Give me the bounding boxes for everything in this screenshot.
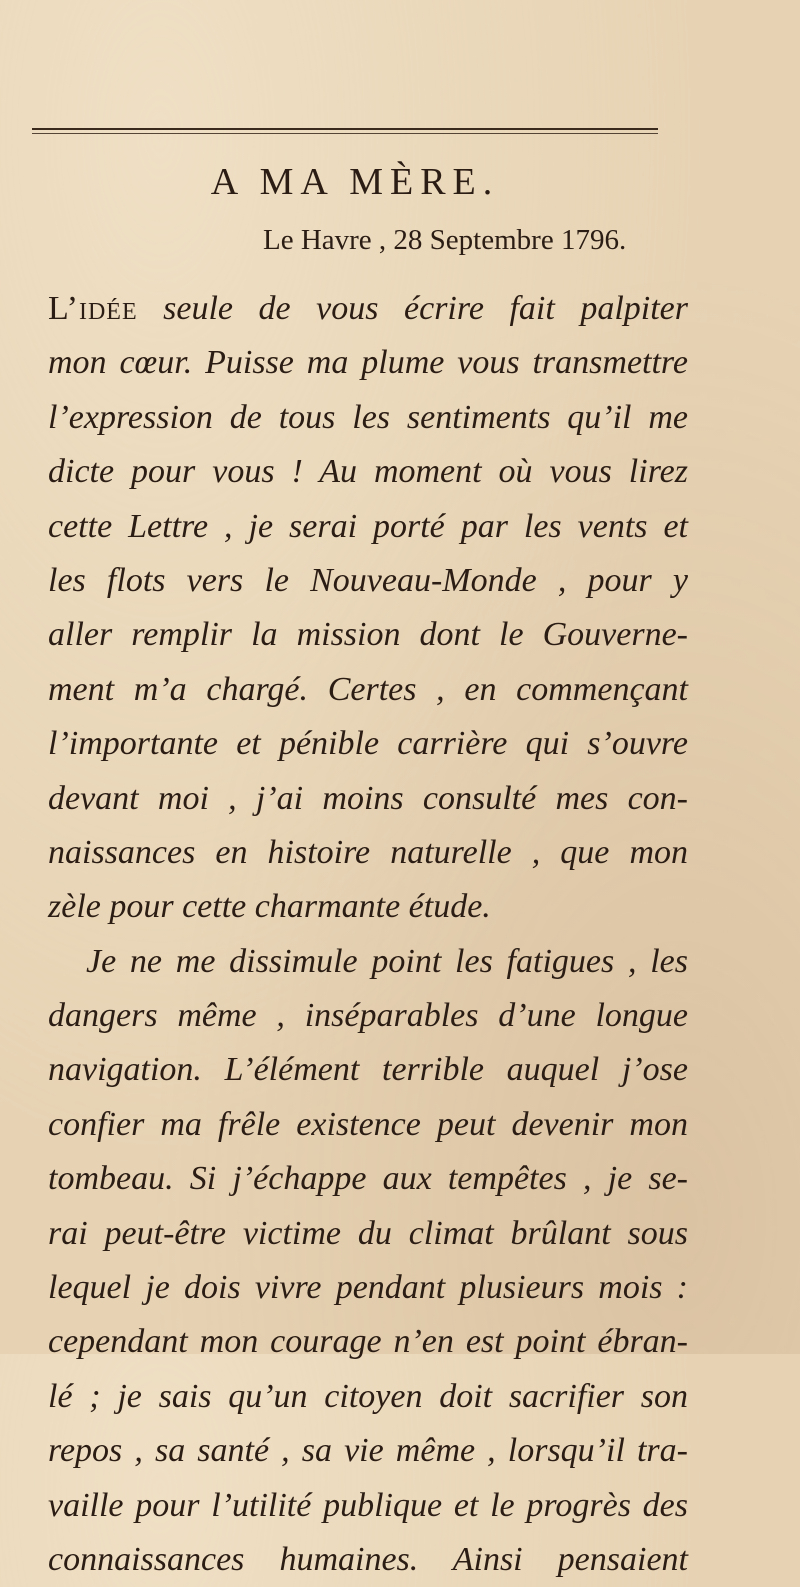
- text-line: connaissances humaines. Ainsi pensaient: [48, 1540, 688, 1578]
- text-line: lé ; je sais qu’un citoyen doit sacrifier son: [48, 1377, 688, 1415]
- header-rule-thin: [32, 133, 658, 134]
- text-line: l’expression de tous les sentiments qu’il me: [48, 398, 688, 436]
- text-line: l’importante et pénible carrière qui s’ouvre: [48, 725, 688, 763]
- text-line: ment m’a chargé. Certes , en commençant: [48, 670, 688, 708]
- letter-body: [48, 282, 688, 1587]
- text-line: dicte pour vous ! Au moment où vous lirez: [48, 453, 688, 491]
- text-line: Je ne me dissimule point les fatigues , les: [86, 942, 688, 980]
- text-line: vaille pour l’utilité publique et le progrès des: [48, 1486, 688, 1524]
- text-line: dangers même , inséparables d’une longue: [48, 997, 688, 1035]
- text-line: naissances en histoire naturelle , que mon: [48, 833, 688, 871]
- dateline: Le Havre , 28 Septembre 1796.: [263, 224, 627, 256]
- opening-small-caps: L’idée: [48, 290, 138, 327]
- text-line: cette Lettre , je serai porté par les vents et: [48, 507, 688, 545]
- text-line: [48, 282, 688, 336]
- text-line: lequel je dois vivre pendant plusieurs mois :: [48, 1269, 688, 1307]
- text-line: zèle pour cette charmante étude.: [48, 888, 491, 926]
- text-line: cependant mon courage n’en est point ébran-: [48, 1323, 688, 1361]
- text-line: tombeau. Si j’échappe aux tempêtes , je se-: [48, 1160, 688, 1198]
- text-line: confier ma frêle existence peut devenir mon: [48, 1105, 688, 1143]
- header-rule-thick: [32, 128, 658, 130]
- page-title: A MA MÈRE.: [210, 161, 500, 203]
- text-line: rai peut-être victime du climat brûlant sous: [48, 1214, 688, 1252]
- text-line: les flots vers le Nouveau-Monde , pour y: [48, 561, 688, 599]
- text-line: navigation. L’élément terrible auquel j’ose: [48, 1051, 688, 1089]
- text-line: devant moi , j’ai moins consulté mes con-: [48, 779, 688, 817]
- text-line: repos , sa santé , sa vie même , lorsqu’il tra-: [48, 1432, 688, 1470]
- text-line: mon cœur. Puisse ma plume vous transmettre: [48, 344, 688, 382]
- text-line: aller remplir la mission dont le Gouverne-: [48, 616, 688, 654]
- text-line-content: seule de vous écrire fait palpiter: [137, 290, 688, 327]
